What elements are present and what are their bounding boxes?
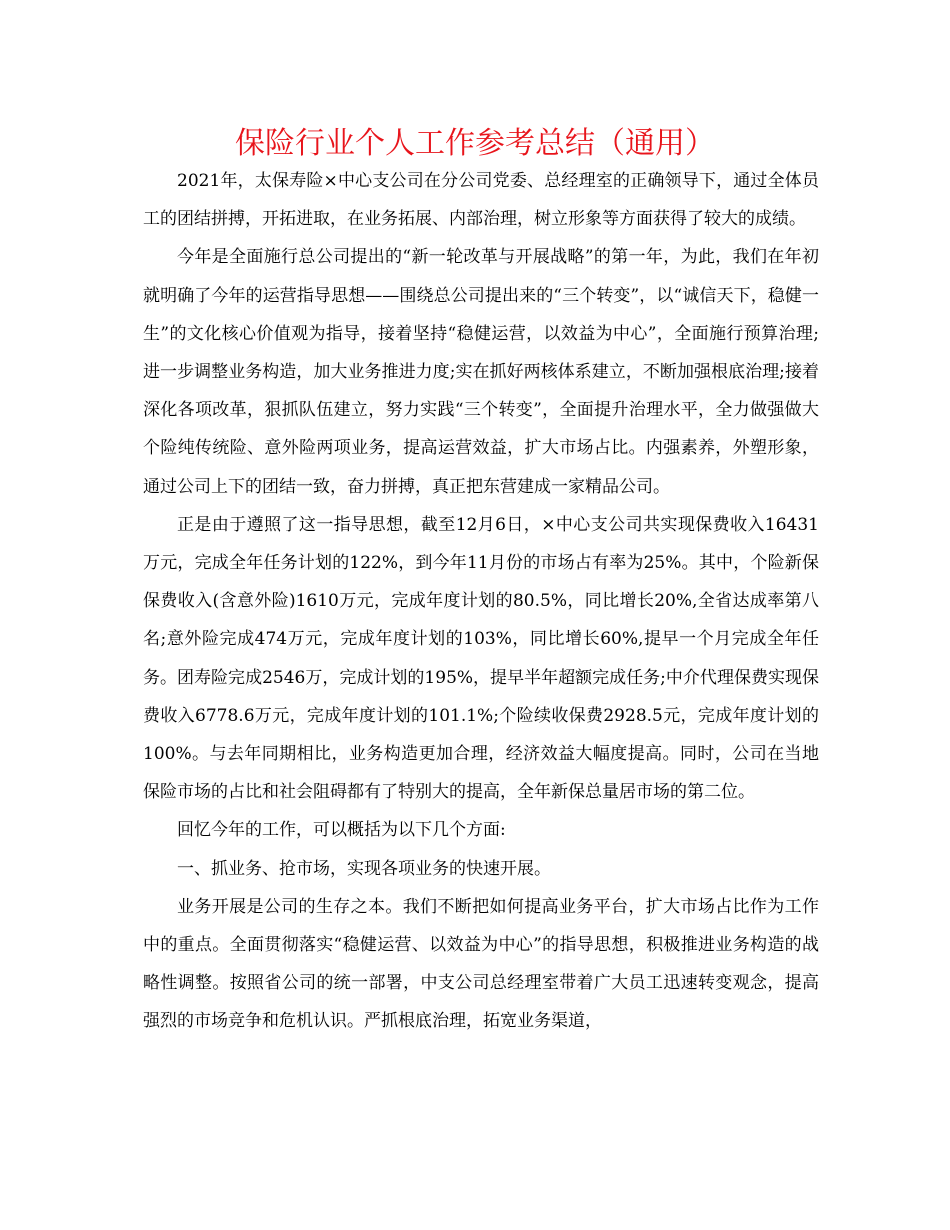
document-title: 保险行业个人工作参考总结（通用）	[235, 126, 715, 161]
paragraph: 业务开展是公司的生存之本。我们不断把如何提高业务平台，扩大市场占比作为工作中的重点。全面贯彻落实“稳健运营、以效益为中心”的指导思想，积极推进业务构造的战略性调整。按照省公司的统一部署，中支公司总经理室带着广大员工迅速转变观念，提高强烈的市场竞争和危机认识。严抓根底治理，拓宽业务渠道，	[143, 896, 819, 1032]
document-body	[143, 162, 819, 1041]
paragraph: 回忆今年的工作，可以概括为以下几个方面:	[177, 820, 506, 841]
paragraph: 2021年，太保寿险×中心支公司在分公司党委、总经理室的正确领导下，通过全体员工的团结拼搏，开拓进取，在业务拓展、内部治理，树立形象等方面获得了较大的成绩。	[143, 171, 819, 230]
paragraph: 正是由于遵照了这一指导思想，截至12月6日，×中心支公司共实现保费收入16431万元，完成全年任务计划的122%，到今年11月份的市场占有率为25%。其中，个险新保保费收入(含意外险)1610万元，完成年度计划的80.5%，同比增长20%,全省达成率第八名;意外险完成474万元，完成年度计划的103%，同比增长60%,提早一个月完成全年任务。团寿险完成2546万，完成计划的195%，提早半年超额完成任务;中介代理保费实现保费收入6778.6万元，完成年度计划的101.1%;个险续收保费2928.5元，完成年度计划的100%。与去年同期相比，业务构造更加合理，经济效益大幅度提高。同时，公司在当地保险市场的占比和社会阻碍都有了特别大的提高，全年新保总量居市场的第二位。	[143, 514, 819, 803]
paragraph: 今年是全面施行总公司提出的“新一轮改革与开展战略”的第一年，为此，我们在年初就明确了今年的运营指导思想——围绕总公司提出来的“三个转变”，以“诚信天下，稳健一生”的文化核心价值观为指导，接着坚持“稳健运营，以效益为中心”，全面施行预算治理;进一步调整业务构造，加大业务推进力度;实在抓好两核体系建立，不断加强根底治理;接着深化各项改革，狠抓队伍建立，努力实践“三个转变”，全面提升治理水平，全力做强做大个险纯传统险、意外险两项业务，提高运营效益，扩大市场占比。内强素养，外塑形象，通过公司上下的团结一致，奋力拼搏，真正把东营建成一家精品公司。	[143, 247, 819, 497]
section-heading: 一、抓业务、抢市场，实现各项业务的快速开展。	[177, 858, 551, 879]
